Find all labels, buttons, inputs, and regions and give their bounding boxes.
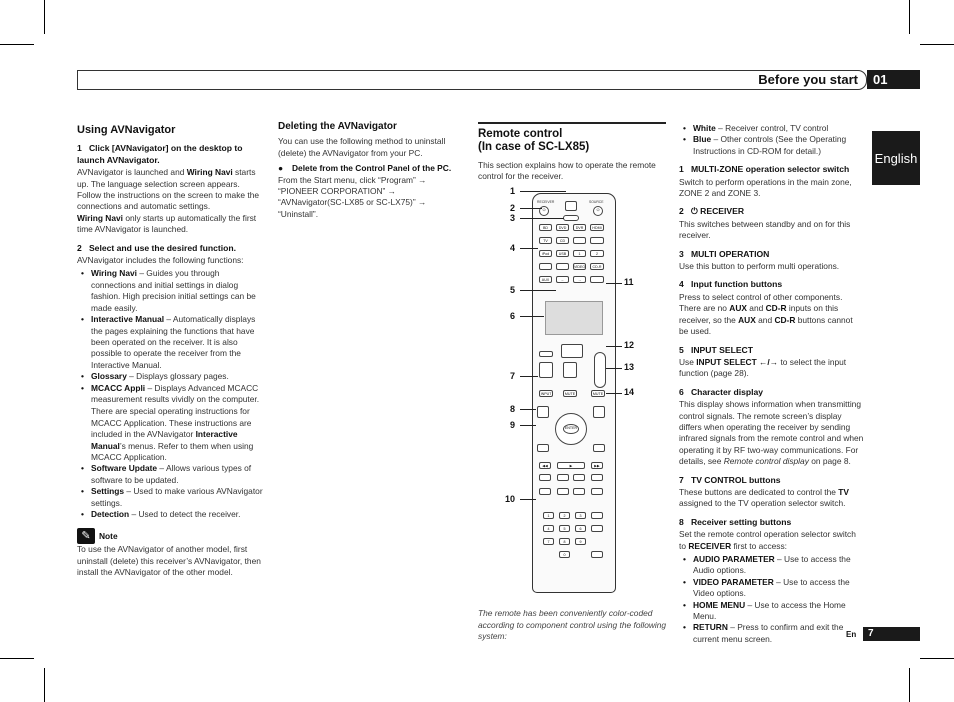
item-title: 1 MULTI-ZONE operation selector switch	[679, 164, 850, 175]
video-parameter-button	[593, 406, 605, 418]
callout-line	[520, 499, 536, 500]
list-item: • Interactive Manual – Automatically displays the pages explaining the functions that have been operated on the receiver. It is also possible to operate the receiver from the Interactive Manual.	[91, 314, 265, 371]
num-4-button: 4	[543, 525, 554, 532]
source-power-icon: ⏻	[593, 206, 603, 216]
enter-button: ENTER	[563, 424, 579, 434]
next-button	[591, 474, 603, 481]
play-button: ▶	[557, 462, 585, 469]
paragraph: AVNavigator includes the following functions:	[77, 255, 244, 266]
pause-button	[557, 474, 569, 481]
light-button	[590, 276, 604, 283]
item-title: 5 INPUT SELECT	[679, 344, 754, 355]
callout-number: 13	[624, 362, 635, 372]
tv-power-button	[539, 351, 553, 357]
callout-number: 2	[510, 203, 516, 213]
note-text: To use the AVNavigator of another model, first uninstall (delete) this receiver’s AVNavigator, then install the AVNavigator of the other model.	[77, 544, 261, 578]
callout-number: 10	[505, 494, 516, 504]
receiver-power-icon: ⏻	[539, 206, 549, 216]
language-tab: English	[872, 131, 920, 185]
section-heading: Remote control	[478, 128, 563, 140]
crop-mark	[44, 668, 45, 702]
input-select-left-button: ←	[556, 276, 569, 283]
audio-button	[591, 512, 603, 519]
dvr-button: DVR	[573, 224, 586, 231]
chapter-tab: 01	[867, 70, 920, 89]
phono-button	[539, 263, 552, 270]
callout-line	[520, 191, 566, 192]
crop-mark	[0, 44, 34, 45]
note-title: Note	[99, 530, 118, 541]
multi-zone-switch	[565, 201, 577, 211]
section-rule	[478, 122, 666, 124]
callout-line	[520, 409, 536, 410]
num-5-button: 5	[559, 525, 570, 532]
left-column	[77, 125, 265, 579]
tuner-button	[590, 237, 604, 244]
item-title: 6 Character display	[679, 386, 764, 397]
num-3-button: 3	[575, 512, 586, 519]
callout-number: 5	[510, 285, 516, 295]
receiver-settings-list	[679, 554, 864, 645]
tv-channel-rocker	[539, 362, 553, 378]
remote-label: SOURCE	[589, 200, 604, 204]
video-button: VIDEO	[574, 265, 586, 269]
prev-button	[539, 474, 551, 481]
list-item: • RETURN – Press to confirm and exit the current menu screen.	[693, 622, 864, 645]
callout-number: 7	[510, 371, 516, 381]
step-title: 2 Select and use the desired function.	[77, 242, 237, 253]
color-a-button	[539, 488, 551, 495]
footer-language: En	[846, 630, 857, 639]
num-2-button: 2	[559, 512, 570, 519]
audio-parameter-button	[537, 406, 549, 418]
info-button	[591, 525, 603, 532]
mute-button: MUTE	[592, 392, 604, 396]
callout-number: 4	[510, 243, 516, 253]
hdmi-button: HDMI	[590, 224, 604, 231]
callout-line	[606, 393, 622, 394]
multi-operation-button	[563, 215, 579, 221]
list-item: • Software Update – Allows various types of software to be updated.	[91, 463, 265, 486]
section-heading: Deleting the AVNavigator	[278, 121, 397, 132]
num-0-button: 0	[559, 551, 570, 558]
paragraph: AVNavigator is launched and Wiring Navi starts up. The language selection screen appears. Follow the instructions on the screen to make the connections and automatic settings.	[77, 167, 260, 212]
paragraph: Use this button to perform multi operations.	[679, 261, 840, 272]
color-d-button	[591, 488, 603, 495]
page-title: Before you start	[758, 72, 858, 87]
character-display	[545, 301, 603, 335]
crop-mark	[909, 0, 910, 34]
paragraph: This switches between standby and on for this receiver.	[679, 218, 851, 241]
function-list	[77, 268, 265, 520]
list-item: • VIDEO PARAMETER – Use to access the Video options.	[693, 577, 864, 600]
remote-control-illustration	[532, 193, 616, 593]
paragraph: Set the remote control operation selector switch to RECEIVER first to access:	[679, 529, 856, 551]
usb-button: USB	[556, 250, 569, 257]
callout-number: 8	[510, 404, 516, 414]
callout-line	[606, 346, 622, 347]
page-number: 7	[863, 627, 920, 641]
ipod-button: iPod	[539, 250, 552, 257]
crop-mark	[920, 658, 954, 659]
callout-line	[606, 283, 622, 284]
remote-caption: The remote has been conveniently color-coded according to component control using the following system:	[478, 608, 667, 642]
paragraph: These buttons are dedicated to control the TV assigned to the TV operation selector switch.	[679, 486, 849, 509]
item-title: 4 Input function buttons	[679, 279, 783, 290]
net-radio-button	[573, 237, 586, 244]
middle-column	[278, 121, 458, 220]
dvd-button: DVD	[556, 224, 569, 231]
color-c-button	[573, 488, 585, 495]
crop-mark	[920, 44, 954, 45]
tv-input-button: INPUT	[540, 392, 552, 396]
right-column	[679, 121, 864, 645]
callout-number: 14	[624, 387, 635, 397]
item-title: 2 ⏻ RECEIVER	[679, 206, 745, 217]
home-menu-button	[537, 444, 549, 452]
callout-line	[520, 208, 542, 209]
section-heading: Using AVNavigator	[77, 124, 176, 136]
list-item: • Wiring Navi – Guides you through connections and initial settings in dialog fashion. High precision initial settings can be made easily.	[91, 268, 265, 314]
list-item: • AUDIO PARAMETER – Use to access the Audio options.	[693, 554, 864, 577]
tv-button: TV	[539, 237, 552, 244]
fast-forward-button: ▶▶	[591, 462, 603, 469]
crop-mark	[44, 0, 45, 34]
paragraph: This section explains how to operate the remote control for the receiver.	[478, 160, 656, 182]
stop-button	[573, 474, 585, 481]
callout-line	[520, 425, 536, 426]
callout-line	[606, 368, 622, 369]
cd-button: CD	[556, 237, 569, 244]
step-title: 1 Click [AVNavigator] on the desktop to launch AVNavigator.	[77, 143, 243, 165]
num-8-button: 8	[559, 538, 570, 545]
color-legend-list	[679, 123, 864, 157]
list-item: • HOME MENU – Use to access the Home Menu.	[693, 600, 864, 623]
bullet-heading: ● Delete from the Control Panel of the PC.	[278, 163, 452, 174]
list-item: • Detection – Used to detect the receiver.	[91, 509, 265, 520]
aux-button: AUX	[539, 276, 552, 283]
callout-number: 6	[510, 311, 516, 321]
callout-number: 9	[510, 420, 516, 430]
note-header	[77, 528, 265, 544]
paragraph: You can use the following method to uninstall (delete) the AVNavigator from your PC.	[278, 136, 446, 158]
tv-mute-button: MUTE	[564, 392, 576, 396]
list-item: • White – Receiver control, TV control	[693, 123, 864, 134]
paragraph: There are special operating instructions for MCACC Application. These instructions are included in the AVNavigator Interactive Manual’s menus. Refer to them when using MCACC Application.	[91, 406, 254, 462]
ch-button	[591, 551, 603, 558]
num-1-button: 1	[543, 512, 554, 519]
crop-mark	[0, 658, 34, 659]
crop-mark	[909, 668, 910, 702]
callout-line	[520, 316, 544, 317]
list-item: • MCACC Appli – Displays Advanced MCACC measurement results vividly on the computer. There are special operating instructions for MCACC Application. These instructions are included in the AVNavigator Interactive Manual’s menus. Refer to them when using MCACC Application.	[91, 383, 265, 464]
rewind-button: ◀◀	[539, 462, 551, 469]
item-title: 3 MULTI OPERATION	[679, 248, 770, 259]
volume-rocker	[594, 352, 606, 388]
source-display	[561, 344, 583, 358]
callout-number: 1	[510, 186, 516, 196]
callout-line	[520, 290, 556, 291]
num-6-button: 6	[575, 525, 586, 532]
paragraph: This display shows information when transmitting control signals. The remote screen’s display differs when operating the receiver by sending infrared signals from the remote control and when operating it by RF two-way communications. For details, see Remote control display on page 8.	[679, 399, 864, 467]
header-bar	[77, 70, 867, 90]
callout-number: 12	[624, 340, 635, 350]
paragraph: Use INPUT SELECT ←/→ to select the input function (page 28).	[679, 356, 847, 379]
note-pencil-icon: ✎	[77, 528, 95, 544]
color-b-button	[557, 488, 569, 495]
section-subheading: (In case of SC-LX85)	[478, 141, 590, 153]
callout-number: 11	[624, 277, 634, 287]
num-9-button: 9	[575, 538, 586, 545]
bd-button: BD	[539, 224, 552, 231]
cdr-button: CD-R	[590, 263, 604, 270]
item-title: 7 TV CONTROL buttons	[679, 474, 781, 485]
option-1-button: 1	[573, 250, 586, 257]
remote-column	[478, 128, 668, 183]
return-button	[593, 444, 605, 452]
remote-label: RECEIVER	[537, 200, 555, 204]
list-item: • Settings – Used to make various AVNavigator settings.	[91, 486, 265, 509]
callout-line	[520, 376, 538, 377]
num-7-button: 7	[543, 538, 554, 545]
list-item: • Blue – Other controls (See the Operating Instructions in CD-ROM for detail.)	[693, 134, 864, 157]
paragraph: Wiring Navi only starts up automatically the first time AVNavigator is launched.	[77, 212, 257, 235]
option-2-button: 2	[590, 250, 604, 257]
paragraph: Switch to perform operations in the main zone, ZONE 2 and ZONE 3.	[679, 176, 852, 199]
callout-line	[520, 248, 538, 249]
tv-volume-rocker	[563, 362, 577, 378]
list-item: • Glossary – Displays glossary pages.	[91, 371, 265, 382]
input-select-right-button: →	[573, 276, 586, 283]
item-title: 8 Receiver setting buttons	[679, 516, 792, 527]
callout-line	[520, 218, 564, 219]
callout-number: 3	[510, 213, 516, 223]
paragraph: From the Start menu, click “Program” → “PIONEER CORPORATION” → “AVNavigator(SC-LX85 or SC-LX75)” → “Uninstall”.	[278, 174, 427, 219]
paragraph: Press to select control of other components. There are no AUX and CD-R inputs on this receiver, so the AUX and CD-R buttons cannot be used.	[679, 291, 853, 337]
input-button	[556, 263, 569, 270]
